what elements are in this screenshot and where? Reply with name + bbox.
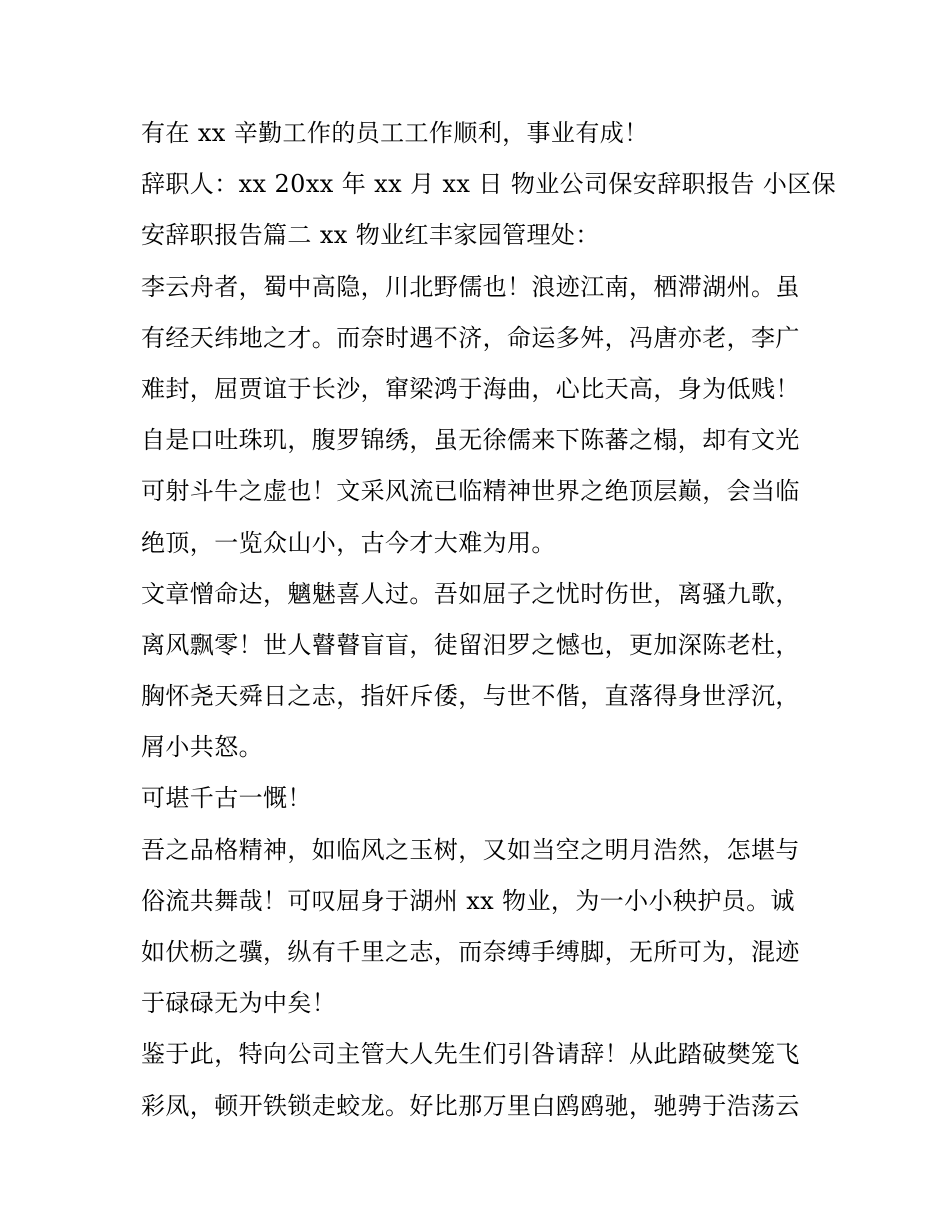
text-line: 绝顶，一览众山小，古今才大难为用。 (141, 528, 556, 557)
text-line: 如伏枥之骥，纵有千里之志，而奈缚手缚脚，无所可为，混迹 (141, 938, 800, 966)
text-line: 有在 xx 辛勤工作的员工工作顺利，事业有成！ (141, 119, 649, 147)
text-line: 彩凤，顿开铁锁走蛟龙。好比那万里白鸥鸥驰，驰骋于浩荡云 (141, 1091, 800, 1120)
text-line: 可射斗牛之虚也！文采风流已临精神世界之绝顶层巅，会当临 (141, 477, 800, 506)
text-line: 有经天纬地之才。而奈时遇不济，命运多舛，冯唐亦老，李广 (141, 323, 800, 352)
text-line: 可堪千古一慨！ (141, 784, 312, 813)
text-line: 屑小共怒。 (141, 733, 263, 762)
text-line: 安辞职报告篇二 xx 物业红丰家园管理处： (141, 221, 600, 250)
text-line: 难封，屈贾谊于长沙，窜梁鸿于海曲，心比天高，身为低贱！ (141, 374, 800, 403)
text-line: 离风飘零！世人瞽瞽盲盲，徒留汨罗之憾也，更加深陈老杜， (141, 630, 800, 659)
text-line: 吾之品格精神，如临风之玉树，又如当空之明月浩然，怎堪与 (141, 835, 800, 864)
document-body (141, 108, 837, 1132)
text-line: 胸怀尧天舜日之志，指奸斥倭，与世不偕，直落得身世浮沉， (141, 682, 800, 711)
text-line: 自是口吐珠玑，腹罗锦绣，虽无徐儒来下陈蕃之榻，却有文光 (141, 426, 800, 455)
text-line: 俗流共舞哉！可叹屈身于湖州 xx 物业，为一小小秧护员。诚 (141, 886, 795, 915)
text-line: 鉴于此，特向公司主管大人先生们引咎请辞！从此踏破樊笼飞 (141, 1040, 800, 1069)
text-line: 于碌碌无为中矣！ (141, 989, 337, 1018)
text-line: 辞职人：xx 20xx 年 xx 月 xx 日 物业公司保安辞职报告 小区保 (141, 170, 837, 199)
text-line: 文章憎命达，魑魅喜人过。吾如屈子之忧时伤世，离骚九歌， (141, 579, 800, 608)
text-line: 李云舟者，蜀中高隐，川北野儒也！浪迹江南，栖滞湖州。虽 (141, 272, 800, 301)
